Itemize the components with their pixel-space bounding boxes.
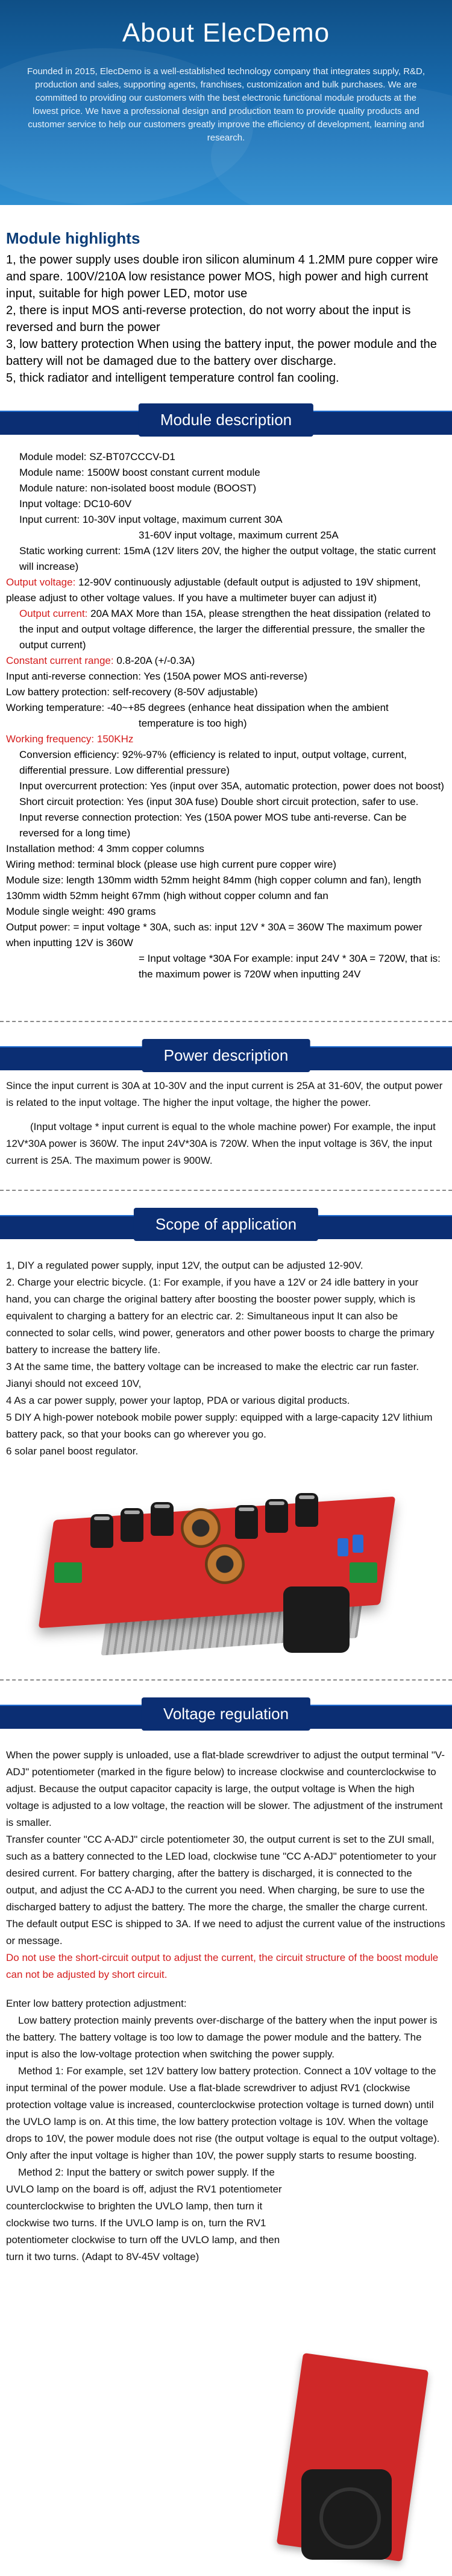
scope-item: 3 At the same time, the battery voltage can be increased to make the electric car run faster. Jianyi should not exceed 10V, — [6, 1361, 419, 1389]
spec-label: Working frequency: — [6, 733, 95, 745]
scope-item: 4 As a car power supply, power your laptop, PDA or various digital products. — [6, 1395, 350, 1406]
scope-item: 5 DIY A high-power notebook mobile power supply: equipped with a large-capacity 12V lithium battery pack, so that your books can go wherever you go. — [6, 1412, 433, 1440]
module-description-title: Module description — [139, 403, 313, 437]
spec-line: Output power: = input voltage * 30A, such as: input 12V * 30A = 360W The maximum power when inputting 12V is 360W — [6, 921, 422, 949]
highlight-item: 3, low battery protection When using the battery input, the power module and the battery will not be damaged due to the battery over discharge. — [6, 338, 437, 368]
spec-line — [6, 449, 446, 465]
spec-value: 1500W boost constant current module — [87, 467, 260, 478]
regulation-paragraph: When the power supply is unloaded, use a flat-blade screwdriver to adjust the output terminal "V-ADJ" potentiometer (marked in the figure below) to increase clockwise and counterclockwise to adjust. Because the output capacitor capacity is large, the output voltage is When the high voltage is adjusted to a low voltage, the reaction will be slower. The adjustment of the instrument is smaller. — [6, 1749, 445, 1828]
section-divider — [0, 1190, 452, 1191]
terminal-block — [54, 1562, 82, 1583]
spec-line — [6, 496, 446, 512]
about-banner — [0, 0, 452, 205]
regulation-paragraph: Transfer counter "CC A-ADJ" circle potentiometer 30, the output current is set to the ZUI small, such as a battery connected to the LED load, clockwise tune "CC A-ADJ" potentiometer to your desired current. For battery charging, after the battery is discharged, it is connected to the output, and adjust the CC A-ADJ to the current you need. When charging, be sure to use the discharged battery to adjust the battery. The more the charge, the smaller the charge current. The default output ESC is shipped to 3A. If we need to adjust the current value of the instructions or message. — [6, 1834, 445, 1946]
spec-line — [6, 481, 446, 496]
spec-line — [6, 653, 446, 669]
capacitor — [90, 1514, 113, 1548]
regulation-paragraph: Enter low battery protection adjustment: — [6, 1998, 187, 2009]
spec-label: Module nature: — [19, 482, 88, 494]
power-paragraph: (Input voltage * input current is equal to the whole machine power) For example, the input 12V*30A power is 360W. The input 24V*30A is 720W. When the input voltage is 36V, the input current is 25A. The maximum power is 900W. — [6, 1121, 436, 1166]
section-divider — [0, 1679, 452, 1681]
spec-line: Working temperature: -40~+85 degrees (enhance heat dissipation when the ambient — [6, 702, 389, 713]
cooling-fan — [301, 2469, 392, 2560]
module-photo-bottom — [277, 2349, 428, 2566]
spec-value: 10-30V input voltage, maximum current 30A — [82, 514, 283, 525]
power-description-title: Power description — [142, 1039, 310, 1072]
inductor-coil — [205, 1544, 245, 1584]
spec-line — [6, 465, 446, 481]
spec-label: Module model: — [19, 451, 87, 462]
spec-line: Module single weight: 490 grams — [6, 906, 156, 917]
spec-line — [6, 731, 446, 747]
spec-label: Output current: — [19, 608, 88, 619]
spec-line: Short circuit protection: Yes (input 30A fuse) Double short circuit protection, safer to use. — [19, 796, 419, 807]
spec-label: Input voltage: — [19, 498, 81, 510]
spec-line: Input reverse connection protection: Yes (150A power MOS tube anti-reverse. Can be reversed for a long time) — [19, 812, 407, 839]
highlight-item: 1, the power supply uses double iron silicon aluminum 4 1.2MM pure copper wire and spare. 100V/210A low resistance power MOS, high power and high current input, suitable for high power LED, motor use — [6, 253, 439, 300]
voltage-regulation-header — [0, 1693, 452, 1729]
spec-value: 150KHz — [96, 733, 134, 745]
spec-value: SZ-BT07CCCV-D1 — [89, 451, 175, 462]
regulation-paragraph: Low battery protection mainly prevents over-discharge of the battery when the input power is the battery. The battery voltage is too low to damage the power module and the battery. The input is also the low-voltage protection when switching the power supply. — [6, 2015, 438, 2060]
highlights-title: Module highlights — [6, 229, 140, 247]
spec-label: Module name: — [19, 467, 84, 478]
spec-line: Installation method: 4 3mm copper columns — [6, 843, 204, 854]
capacitor — [121, 1508, 143, 1542]
scope-header — [0, 1203, 452, 1239]
spec-line: Module size: length 130mm width 52mm height 84mm (high copper column and fan), length 130mm width 52mm height 67mm (high without copper column and fan — [6, 874, 421, 901]
potentiometer — [353, 1535, 363, 1553]
capacitor — [235, 1505, 258, 1539]
scope-list — [0, 1239, 452, 1460]
scope-item: 2. Charge your electric bicycle. (1: For example, if you have a 12V or 24 idle battery in your hand, you can charge the original battery after boosting the booster power supply, which is equivalent to charging a battery for an electric car. 2: Simultaneous input It can also be connected to solar cells, wind power, generators and other power boosts to charge the primary battery to increase the battery life. — [6, 1277, 435, 1356]
spec-line — [6, 512, 446, 528]
product-photo — [24, 1472, 428, 1665]
scope-item: 6 solar panel boost regulator. — [6, 1445, 139, 1457]
power-paragraph: Since the input current is 30A at 10-30V and the input current is 25A at 31-60V, the output power is related to the input voltage. The higher the input voltage, the higher the power. — [6, 1080, 443, 1108]
spec-label: Constant current range: — [6, 655, 114, 666]
scope-title: Scope of application — [134, 1208, 318, 1241]
highlight-item: 2, there is input MOS anti-reverse protection, do not worry about the input is reversed and burn the power — [6, 304, 411, 334]
terminal-block — [350, 1562, 377, 1583]
spec-line: 31-60V input voltage, maximum current 25A — [139, 529, 339, 541]
spec-line: = Input voltage *30A For example: input 24V * 30A = 720W, that is: the maximum power is 720W when inputting 24V — [139, 953, 441, 980]
regulation-paragraph: Method 2: Input the battery or switch power supply. If the UVLO lamp on the board is off, adjust the RV1 potentiometer counterclockwise to brighten the UVLO lamp, then turn it clockwise two turns. If the UVLO lamp is on, turn the RV1 potentiometer clockwise to turn off the UVLO lamp, and then turn it two turns. (Adapt to 8V-45V voltage) — [6, 2167, 282, 2262]
inductor-coil — [181, 1508, 221, 1548]
potentiometer — [337, 1538, 348, 1556]
about-title: About ElecDemo — [122, 18, 330, 48]
spec-value: 12-90V continuously adjustable (default output is adjusted to 19V shipment, please adjust to other voltage values. If you have a multimeter buyer can adjust it) — [6, 576, 421, 604]
spec-line: Static working current: 15mA (12V liters 20V, the higher the output voltage, the static current will increase) — [19, 545, 436, 572]
regulation-warning: Do not use the short-circuit output to adjust the current, the circuit structure of the boost module can not be adjusted by short circuit. — [6, 1952, 439, 1980]
voltage-regulation-title: Voltage regulation — [142, 1697, 310, 1731]
spec-line — [6, 575, 446, 606]
module-description-body — [0, 435, 452, 982]
section-divider — [0, 1021, 452, 1022]
spec-value: DC10-60V — [83, 498, 132, 510]
spec-line: Conversion efficiency: 92%-97% (efficiency is related to input, output voltage, current, differential pressure. Low differential pressure) — [19, 749, 407, 776]
spec-line: Input anti-reverse connection: Yes (150A power MOS anti-reverse) — [6, 671, 307, 682]
spec-value: non-isolated boost module (BOOST) — [90, 482, 257, 494]
capacitor — [151, 1502, 174, 1536]
cooling-fan — [283, 1586, 350, 1653]
highlights-list — [0, 248, 452, 387]
spec-label: Output voltage: — [6, 576, 76, 588]
spec-label: Input current: — [19, 514, 80, 525]
spec-line: Low battery protection: self-recovery (8-50V adjustable) — [6, 686, 258, 698]
spec-line: Wiring method: terminal block (please use high current pure copper wire) — [6, 859, 337, 870]
scope-item: 1, DIY a regulated power supply, input 12V, the output can be adjusted 12-90V. — [6, 1260, 363, 1271]
spec-line: temperature is too high) — [139, 718, 247, 729]
capacitor — [265, 1499, 288, 1533]
about-text: Founded in 2015, ElecDemo is a well-established technology company that integrates supply, R&D, production and sales, supporting agents, franchises, customization and bulk purchases. We are committed to providing our customers with the best electronic functional module products at the lowest price. We have a professional design and production team to provide quality products and customer service to help our customers greatly improve the efficiency of development, learning and research. — [27, 66, 425, 143]
highlight-item: 5, thick radiator and intelligent temperature control fan cooling. — [6, 371, 339, 385]
regulation-paragraph: Method 1: For example, set 12V battery low battery protection. Connect a 10V voltage to the input terminal of the power module. Use a flat-blade screwdriver to adjust RV1 (clockwise protection voltage value is increased, counterclockwise protection voltage is turned down) until the UVLO lamp is on. At this time, the low battery protection voltage is 10V. When the voltage drops to 10V, the power module does not rise (the output voltage is equal to the output voltage). Only after the input voltage is higher than 10V, the power supply starts to resume boosting. — [6, 2065, 440, 2161]
power-description-header — [0, 1034, 452, 1070]
spec-value: 20A MAX More than 15A, please strengthen the heat dissipation (related to the input and output voltage difference, the larger the differential pressure, the smaller the output current) — [19, 608, 431, 651]
module-description-header — [0, 399, 452, 435]
spec-line — [6, 606, 446, 653]
spec-value: 0.8-20A (+/-0.3A) — [116, 655, 195, 666]
spec-line: Input overcurrent protection: Yes (input over 35A, automatic protection, power does not boost) — [19, 780, 444, 792]
capacitor — [295, 1493, 318, 1527]
